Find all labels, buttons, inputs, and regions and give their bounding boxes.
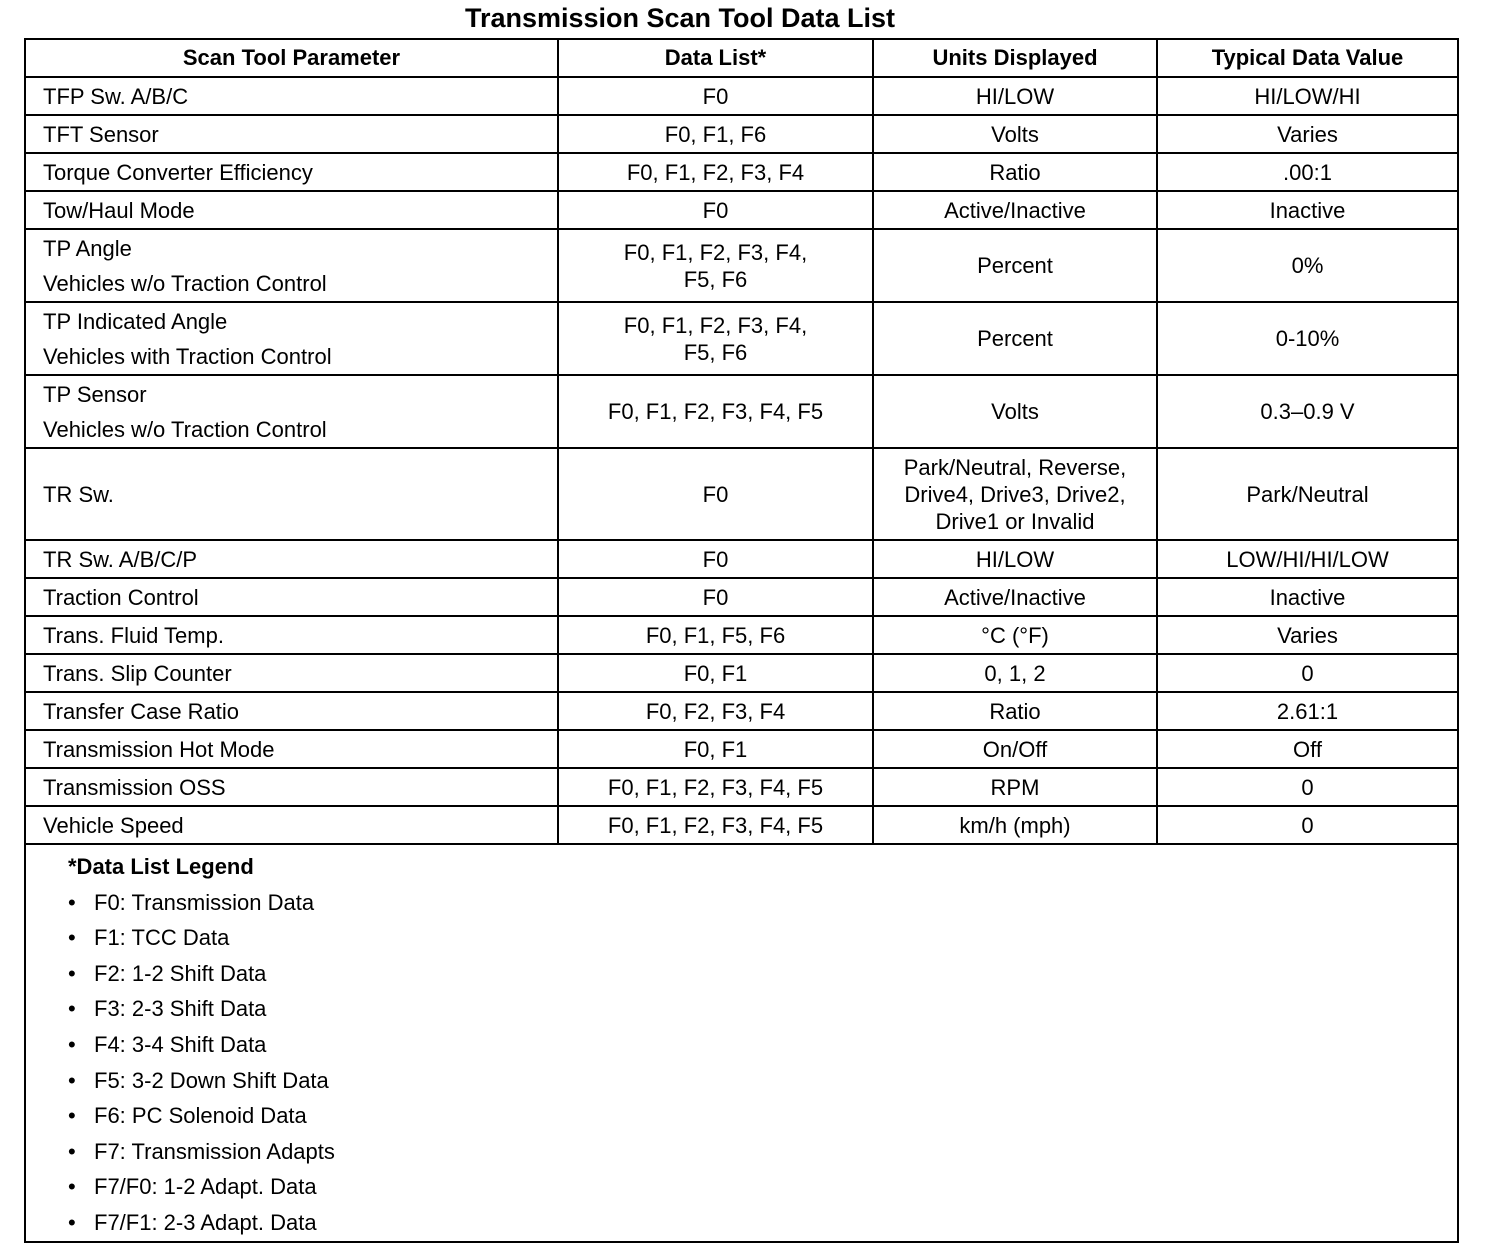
parameter-cell bbox=[25, 616, 558, 654]
typical-value-cell bbox=[1157, 806, 1458, 844]
bullet-icon: • bbox=[68, 1103, 76, 1129]
parameter-cell-text: Traction Control bbox=[43, 584, 199, 610]
typical-value-cell-text: 0 bbox=[1301, 774, 1314, 800]
units-cell-text: On/Off bbox=[982, 736, 1048, 762]
table-row bbox=[25, 229, 1458, 302]
data-list-cell-text: F5, F6 bbox=[683, 339, 748, 365]
data-list-cell-text: F0 bbox=[702, 83, 729, 109]
bullet-icon: • bbox=[68, 960, 76, 986]
typical-value-cell bbox=[1157, 540, 1458, 578]
units-cell bbox=[873, 115, 1157, 153]
parameter-cell bbox=[25, 191, 558, 229]
parameter-cell bbox=[25, 540, 558, 578]
bullet-icon: • bbox=[68, 889, 76, 915]
bullet-icon: • bbox=[68, 1209, 76, 1235]
data-list-cell-text: F0, F2, F3, F4 bbox=[645, 698, 786, 724]
units-cell-text: RPM bbox=[990, 774, 1040, 800]
typical-value-cell bbox=[1157, 692, 1458, 730]
typical-value-cell-text: Inactive bbox=[1269, 197, 1346, 223]
table-row bbox=[25, 616, 1458, 654]
units-cell-text: Drive1 or Invalid bbox=[935, 508, 1095, 534]
bullet-icon: • bbox=[68, 1138, 76, 1164]
parameter-cell-text: Trans. Fluid Temp. bbox=[43, 622, 224, 648]
parameter-cell bbox=[25, 654, 558, 692]
table-row bbox=[25, 375, 1458, 448]
units-cell-text: °C (°F) bbox=[981, 622, 1049, 648]
parameter-cell-text: Transmission Hot Mode bbox=[43, 736, 275, 762]
parameter-cell-text: Transmission OSS bbox=[43, 774, 226, 800]
typical-value-cell bbox=[1157, 616, 1458, 654]
legend-item bbox=[68, 1063, 1457, 1099]
data-list-cell-text: F0, F1, F2, F3, F4, bbox=[623, 312, 808, 338]
bullet-icon: • bbox=[68, 1031, 76, 1057]
parameter-cell bbox=[25, 153, 558, 191]
data-list-cell bbox=[558, 77, 873, 115]
data-list-cell-text: F0, F1, F5, F6 bbox=[645, 622, 786, 648]
units-cell bbox=[873, 229, 1157, 302]
parameter-cell bbox=[25, 692, 558, 730]
typical-value-cell bbox=[1157, 375, 1458, 448]
table-row bbox=[25, 654, 1458, 692]
parameter-cell bbox=[25, 302, 558, 375]
header-typical-value: Typical Data Value bbox=[1157, 39, 1458, 77]
units-cell bbox=[873, 730, 1157, 768]
units-cell-text: Percent bbox=[977, 326, 1053, 351]
bullet-icon: • bbox=[68, 925, 76, 951]
units-cell bbox=[873, 578, 1157, 616]
legend-item-text: F7: Transmission Adapts bbox=[94, 1138, 335, 1164]
data-list-cell bbox=[558, 578, 873, 616]
data-list-cell bbox=[558, 540, 873, 578]
legend-item-text: F6: PC Solenoid Data bbox=[94, 1103, 307, 1129]
units-cell bbox=[873, 654, 1157, 692]
header-row bbox=[25, 39, 1458, 77]
table-row bbox=[25, 302, 1458, 375]
units-cell bbox=[873, 768, 1157, 806]
parameter-cell-text: TR Sw. bbox=[43, 481, 114, 507]
legend-title: *Data List Legend bbox=[68, 854, 254, 879]
units-cell bbox=[873, 191, 1157, 229]
units-cell bbox=[873, 616, 1157, 654]
data-list-cell-text: F0, F1, F2, F3, F4, F5 bbox=[607, 399, 824, 424]
data-list-cell-text: F0, F1 bbox=[683, 736, 748, 762]
units-cell-text: HI/LOW bbox=[975, 83, 1055, 109]
units-cell-text: Ratio bbox=[989, 159, 1041, 185]
data-list-cell bbox=[558, 616, 873, 654]
parameter-cell bbox=[25, 806, 558, 844]
units-cell bbox=[873, 302, 1157, 375]
parameter-cell-text: Vehicle Speed bbox=[43, 812, 184, 838]
table-row bbox=[25, 806, 1458, 844]
typical-value-cell-text: Park/Neutral bbox=[1246, 481, 1369, 507]
typical-value-cell bbox=[1157, 191, 1458, 229]
data-list-cell-text: F5, F6 bbox=[683, 266, 748, 292]
parameter-cell-text: Vehicles with Traction Control bbox=[43, 343, 332, 369]
table-row bbox=[25, 768, 1458, 806]
parameter-cell-text: Vehicles w/o Traction Control bbox=[43, 416, 327, 442]
parameter-cell bbox=[25, 578, 558, 616]
typical-value-cell-text: 0-10% bbox=[1275, 326, 1340, 351]
parameter-cell-text: Tow/Haul Mode bbox=[43, 197, 195, 223]
data-list-cell bbox=[558, 654, 873, 692]
legend-item-text: F7/F0: 1-2 Adapt. Data bbox=[94, 1174, 317, 1200]
table-row bbox=[25, 692, 1458, 730]
parameter-cell-text: TP Angle bbox=[43, 235, 132, 261]
data-list-cell bbox=[558, 730, 873, 768]
legend-item-text: F5: 3-2 Down Shift Data bbox=[94, 1067, 329, 1093]
data-list-cell bbox=[558, 153, 873, 191]
typical-value-cell bbox=[1157, 153, 1458, 191]
typical-value-cell bbox=[1157, 768, 1458, 806]
typical-value-cell bbox=[1157, 229, 1458, 302]
typical-value-cell-text: 0.3–0.9 V bbox=[1260, 399, 1355, 424]
parameter-cell-text: Transfer Case Ratio bbox=[43, 698, 240, 724]
legend-item-text: F2: 1-2 Shift Data bbox=[94, 960, 267, 986]
parameter-cell-text: Torque Converter Efficiency bbox=[43, 159, 313, 185]
typical-value-cell bbox=[1157, 730, 1458, 768]
data-list-cell bbox=[558, 302, 873, 375]
data-list-cell bbox=[558, 692, 873, 730]
header-data-list: Data List* bbox=[558, 39, 873, 77]
typical-value-cell bbox=[1157, 654, 1458, 692]
units-cell bbox=[873, 153, 1157, 191]
table-row bbox=[25, 730, 1458, 768]
data-list-cell bbox=[558, 448, 873, 540]
typical-value-cell-text: Varies bbox=[1277, 121, 1338, 147]
header-parameter: Scan Tool Parameter bbox=[25, 39, 558, 77]
parameter-cell bbox=[25, 448, 558, 540]
table-row bbox=[25, 540, 1458, 578]
bullet-icon: • bbox=[68, 996, 76, 1022]
data-list-cell bbox=[558, 806, 873, 844]
parameter-cell-text: TP Sensor bbox=[43, 381, 147, 407]
bullet-icon: • bbox=[68, 1174, 76, 1200]
legend-item bbox=[68, 1205, 1457, 1241]
parameter-cell bbox=[25, 229, 558, 302]
units-cell-text: Active/Inactive bbox=[944, 584, 1086, 610]
data-list-cell-text: F0 bbox=[702, 546, 729, 572]
data-list-cell-text: F0, F1, F6 bbox=[664, 121, 767, 147]
parameter-cell bbox=[25, 730, 558, 768]
data-list-cell bbox=[558, 191, 873, 229]
typical-value-cell bbox=[1157, 115, 1458, 153]
table-title: Transmission Scan Tool Data List bbox=[464, 3, 896, 33]
parameter-cell-text: TFT Sensor bbox=[43, 121, 159, 147]
units-cell bbox=[873, 806, 1157, 844]
typical-value-cell-text: 0 bbox=[1301, 660, 1314, 686]
data-list-cell bbox=[558, 229, 873, 302]
legend-item bbox=[68, 1169, 1457, 1205]
legend-item-text: F1: TCC Data bbox=[94, 925, 230, 951]
data-list-cell-text: F0 bbox=[702, 481, 729, 507]
table-row bbox=[25, 115, 1458, 153]
data-list-cell-text: F0, F1, F2, F3, F4, F5 bbox=[607, 812, 824, 838]
data-list-cell bbox=[558, 768, 873, 806]
typical-value-cell-text: 0 bbox=[1301, 812, 1314, 838]
units-cell-text: Park/Neutral, Reverse, bbox=[903, 454, 1127, 480]
data-list-cell-text: F0 bbox=[702, 584, 729, 610]
legend-item bbox=[68, 920, 1457, 956]
parameter-cell-text: TP Indicated Angle bbox=[43, 308, 228, 334]
typical-value-cell bbox=[1157, 578, 1458, 616]
data-list-cell-text: F0 bbox=[702, 197, 729, 223]
parameter-cell bbox=[25, 375, 558, 448]
legend-row bbox=[25, 844, 1458, 1242]
parameter-cell-text: Trans. Slip Counter bbox=[43, 660, 232, 686]
units-cell-text: Active/Inactive bbox=[944, 197, 1086, 223]
legend-item-text: F7/F1: 2-3 Adapt. Data bbox=[94, 1209, 317, 1235]
units-cell bbox=[873, 540, 1157, 578]
typical-value-cell-text: Inactive bbox=[1269, 584, 1346, 610]
table-row bbox=[25, 153, 1458, 191]
table-row bbox=[25, 448, 1458, 540]
parameter-cell-text: TR Sw. A/B/C/P bbox=[43, 546, 198, 572]
typical-value-cell-text: Varies bbox=[1277, 622, 1338, 648]
table-row bbox=[25, 77, 1458, 115]
units-cell bbox=[873, 692, 1157, 730]
legend-item bbox=[68, 885, 1457, 921]
data-list-cell bbox=[558, 375, 873, 448]
data-list-cell bbox=[558, 115, 873, 153]
parameter-cell-text: TFP Sw. A/B/C bbox=[43, 83, 189, 109]
typical-value-cell-text: Off bbox=[1293, 736, 1322, 762]
units-cell-text: HI/LOW bbox=[975, 546, 1055, 572]
legend-item-text: F0: Transmission Data bbox=[94, 889, 315, 915]
typical-value-cell-text: 0% bbox=[1291, 253, 1324, 278]
bullet-icon: • bbox=[68, 1067, 76, 1093]
scan-tool-data-table bbox=[24, 38, 1459, 1243]
data-list-cell-text: F0, F1 bbox=[683, 660, 748, 686]
table-row bbox=[25, 578, 1458, 616]
legend-item bbox=[68, 1098, 1457, 1134]
units-cell-text: Percent bbox=[977, 253, 1053, 278]
units-cell-text: Drive4, Drive3, Drive2, bbox=[904, 481, 1126, 507]
legend-item-text: F4: 3-4 Shift Data bbox=[94, 1031, 267, 1057]
data-list-legend bbox=[25, 844, 1458, 1242]
data-list-cell-text: F0, F1, F2, F3, F4 bbox=[626, 159, 805, 185]
legend-item bbox=[68, 991, 1457, 1027]
legend-item bbox=[68, 956, 1457, 992]
units-cell bbox=[873, 77, 1157, 115]
parameter-cell bbox=[25, 768, 558, 806]
data-list-cell-text: F0, F1, F2, F3, F4, bbox=[623, 239, 808, 265]
units-cell bbox=[873, 375, 1157, 448]
typical-value-cell-text: HI/LOW/HI bbox=[1254, 83, 1361, 109]
typical-value-cell-text: .00:1 bbox=[1283, 159, 1332, 185]
legend-item bbox=[68, 1134, 1457, 1170]
units-cell-text: 0, 1, 2 bbox=[984, 660, 1046, 686]
parameter-cell-text: Vehicles w/o Traction Control bbox=[43, 270, 327, 296]
units-cell-text: Ratio bbox=[989, 698, 1041, 724]
units-cell bbox=[873, 448, 1157, 540]
legend-item bbox=[68, 1027, 1457, 1063]
typical-value-cell-text: LOW/HI/HI/LOW bbox=[1226, 546, 1389, 572]
typical-value-cell bbox=[1157, 302, 1458, 375]
units-cell-text: Volts bbox=[991, 399, 1039, 424]
legend-item-text: F3: 2-3 Shift Data bbox=[94, 996, 267, 1022]
data-list-cell-text: F0, F1, F2, F3, F4, F5 bbox=[607, 774, 824, 800]
parameter-cell bbox=[25, 77, 558, 115]
units-cell-text: Volts bbox=[991, 121, 1039, 147]
table-row bbox=[25, 191, 1458, 229]
units-cell-text: km/h (mph) bbox=[959, 812, 1071, 838]
typical-value-cell bbox=[1157, 448, 1458, 540]
header-units: Units Displayed bbox=[873, 39, 1157, 77]
typical-value-cell-text: 2.61:1 bbox=[1276, 698, 1339, 724]
typical-value-cell bbox=[1157, 77, 1458, 115]
parameter-cell bbox=[25, 115, 558, 153]
